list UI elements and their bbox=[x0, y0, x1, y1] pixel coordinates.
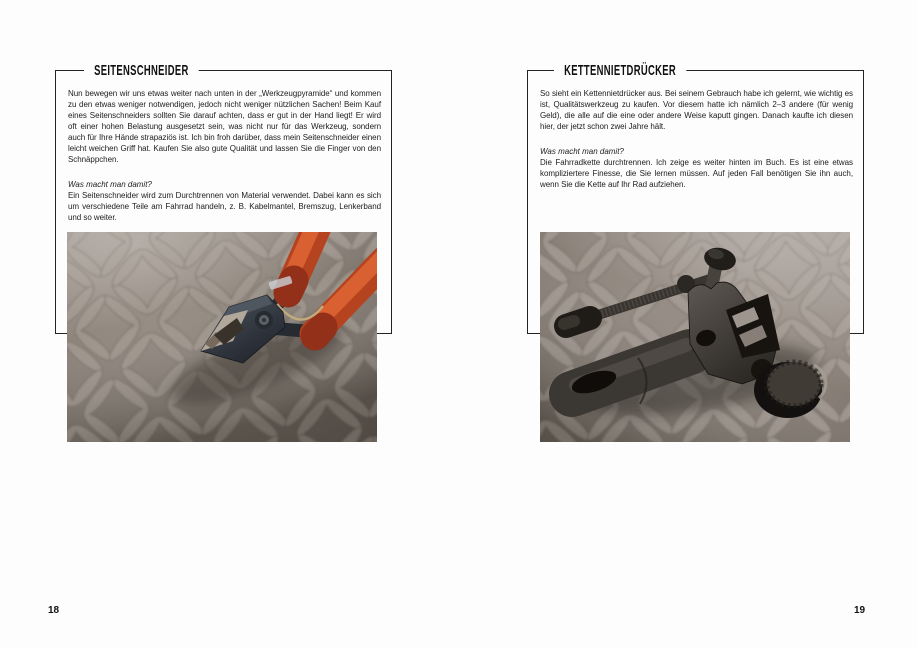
text-block bbox=[68, 88, 381, 223]
section-title-label bbox=[554, 61, 764, 81]
photo-side-cutter bbox=[67, 232, 377, 442]
answer-paragraph: Ein Seitenschneider wird zum Durchtrennen von Material verwendet. Dabei kann es sich um verschiedene Teile am Fahrrad handeln, z. B. Kabelmantel, Bremszug, Lenkerband und so weiter. bbox=[68, 191, 381, 222]
photo-chain-rivet-tool bbox=[540, 232, 850, 442]
intro-paragraph: So sieht ein Kettennietdrücker aus. Bei seinem Gebrauch habe ich gelernt, wie wichtig es ist, Qualitätswerkzeug zu kaufen. Vor diesem hatte ich nämlich 2–3 andere (für wenig Geld), die alle auf die eine oder andere Weise kaputt gingen. Danach kaufte ich diesen hier, der jetzt schon zwei Jahre hält. bbox=[540, 89, 853, 131]
text-block bbox=[540, 88, 853, 190]
intro-paragraph: Nun bewegen wir uns etwas weiter nach unten in der „Werkzeugpyramide“ und kommen zu den etwas weniger notwendigen, jedoch nicht weniger nützlichen Sachen! Beim Kauf eines Seitenschneiders sollten Sie darauf achten, dass er gut in der Hand liegt! Er wird oft einer hohen Belastung ausgesetzt sein, was nicht nur für das Werkzeug, sondern auch für Ihre Hände strapaziös ist. Ich bin froh darüber, dass mein Seitenschneider einen leicht weichen Griff hat. Kaufen Sie also gute Qualität und lassen Sie die Finger von den Schnäppchen. bbox=[68, 89, 381, 164]
section-title-kettennietdruecker: KETTENNIETDRÜCKER bbox=[554, 61, 686, 81]
page-18 bbox=[0, 0, 458, 648]
page-19 bbox=[459, 0, 917, 648]
section-title-label bbox=[84, 61, 266, 81]
section-title-seitenschneider: SEITENSCHNEIDER bbox=[84, 61, 199, 81]
answer-paragraph: Die Fahrradkette durchtrennen. Ich zeige es weiter hinten im Buch. Es ist eine etwas kompliziertere Finesse, die Sie lernen müssen. Auf jeden Fall benötigen Sie ihn auch, wenn Sie die Kette auf Ihr Rad aufziehen. bbox=[540, 158, 853, 189]
page-number-right: 19 bbox=[854, 605, 866, 616]
page-number-left: 18 bbox=[48, 605, 60, 616]
question-heading: Was macht man damit? bbox=[68, 180, 152, 189]
question-heading: Was macht man damit? bbox=[540, 147, 624, 156]
